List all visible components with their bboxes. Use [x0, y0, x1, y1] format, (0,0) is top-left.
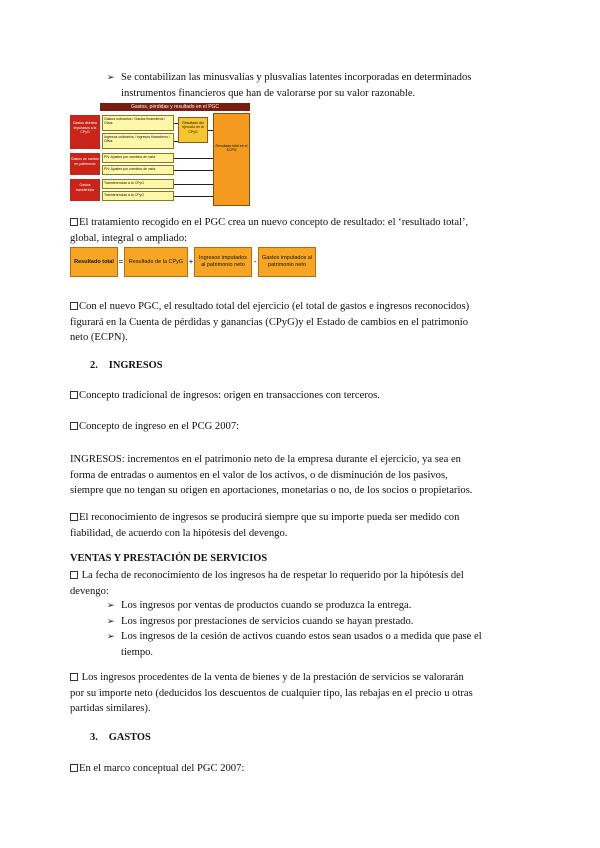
diagram-yellow-box: Gastos ordinarios / Gastos financieros / Otros [102, 115, 174, 131]
heading-number: 2. [90, 360, 98, 371]
arrow-bullet-icon: ➢ [107, 631, 115, 641]
p1-line1: El tratamiento recogido en el PGC crea un nuevo concepto de resultado: el ‘resultado total’, [79, 217, 469, 228]
p5-line2: forma de entradas o aumentos en el valor de los activos, o de disminución de los pasivos, [70, 469, 448, 481]
p2-line1: Con el nuevo PGC, el resultado total del ejercicio (el total de gastos e ingresos reconocidos) [79, 301, 470, 312]
paragraph-marco-conceptual [70, 761, 526, 777]
checkbox-bullet-icon [70, 302, 78, 310]
diagram-connector [174, 158, 213, 159]
sub-bullet-item [107, 629, 527, 645]
checkbox-bullet-icon [70, 391, 78, 399]
p4-text: Concepto de ingreso en el PCG 2007: [79, 421, 240, 432]
p6-line1: El reconocimiento de ingresos se producirá siempre que su importe pueda ser medido con [79, 512, 460, 523]
p8-line2: por su importe neto (deducidos los descuentos de cualquier tipo, las rebajas en el precio u otras [70, 687, 473, 699]
diagram-right-box: Resultado total en el ECPN [213, 113, 250, 206]
paragraph-concepto-tradicional [70, 388, 526, 404]
p3-text: Concepto tradicional de ingresos: origen en transacciones con terceros. [79, 390, 380, 401]
diagram-yellow-box: PN: Ajustes por cambios de valor [102, 165, 174, 175]
sub-bullet-item [107, 614, 527, 630]
arrow-bullet-icon: ➢ [107, 600, 115, 610]
paragraph-definicion-ingresos [70, 452, 526, 499]
heading-ventas: VENTAS Y PRESTACIÓN DE SERVICIOS [70, 553, 268, 564]
p2-line3: neto (ECPN). [70, 332, 128, 343]
paragraph-reconocimiento [70, 510, 526, 541]
intro-line2: instrumentos financieros que han de valorarse por su valor razonable. [121, 87, 416, 99]
diagram-title: Gastos, pérdidas y resultado en el PGC [100, 103, 250, 111]
diagram-left-box: Gastos de cambio en patrimonio [70, 153, 100, 175]
sub-bullet-text: Los ingresos de la cesión de activos cuando estos sean usados o a medida que pase el [121, 631, 482, 642]
checkbox-bullet-icon [70, 422, 78, 430]
p2-line2: figurará en la Cuenta de pérdidas y ganancias (CPyG)y el Estado de cambios en el patrimonio [70, 316, 469, 328]
p5-line3: siempre que no tengan su origen en aportaciones, monetarias o no, de los socios o propietarios. [70, 485, 473, 496]
formula-equals: = [118, 257, 124, 266]
checkbox-bullet-icon [70, 764, 78, 772]
formula-resultado-total: Resultado total [70, 247, 118, 277]
arrow-bullet-icon: ➢ [107, 72, 115, 82]
checkbox-bullet-icon [70, 673, 78, 681]
sub-bullet-item [107, 598, 527, 614]
heading-title: GASTOS [108, 732, 151, 743]
checkbox-bullet-icon [70, 218, 78, 226]
diagram-connector [208, 130, 213, 131]
paragraph-nuevo-pgc [70, 299, 526, 346]
p6-line2: fiabilidad, de acuerdo con la hipótesis del devengo. [70, 527, 288, 539]
heading-gastos [90, 732, 151, 743]
resultado-total-formula [70, 247, 316, 277]
diagram-middle-box: Resultado del ejercicio en la CPyG [178, 117, 208, 143]
p1-line2: global, integral o ampliado: [70, 232, 188, 244]
p7-line1: La fecha de reconocimiento de los ingresos ha de respetar lo requerido por la hipótesis del [81, 570, 464, 581]
p8-line3: partidas similares). [70, 703, 151, 714]
arrow-bullet-icon: ➢ [107, 615, 115, 626]
checkbox-bullet-icon [70, 571, 78, 579]
formula-resultado-cpyg: Resultado de la CPyG [124, 247, 188, 277]
heading-number: 3. [90, 732, 98, 743]
diagram-left-box: Gastos transferidos [70, 179, 100, 201]
formula-minus: - [253, 257, 257, 266]
formula-gastos-pn: Gastos imputados al patrimonio neto [258, 247, 316, 277]
paragraph-valoracion-ingresos [70, 670, 526, 717]
formula-ingresos-pn: Ingresos imputados al patrimonio neto [194, 247, 252, 277]
p7-line2: devengo: [70, 585, 109, 597]
formula-plus: + [188, 257, 194, 266]
diagram-connector [174, 141, 178, 142]
paragraph-resultado-total [70, 215, 526, 246]
diagram-connector [174, 184, 213, 185]
p9-text: En el marco conceptual del PGC 2007: [79, 763, 245, 774]
heading-title: INGRESOS [108, 360, 163, 371]
paragraph-concepto-pcg [70, 419, 526, 435]
checkbox-bullet-icon [70, 513, 78, 521]
sub-bullet-text: Los ingresos por ventas de productos cuando se produzca la entrega. [121, 600, 412, 611]
p5-line1: INGRESOS: incrementos en el patrimonio neto de la empresa durante el ejercicio, ya sea en [70, 454, 461, 465]
diagram-connector [174, 170, 213, 171]
p8-line1: Los ingresos procedentes de la venta de bienes y de la prestación de servicios se valorarán [81, 672, 464, 683]
intro-line1: Se contabilizan las minusvalías y plusvalías latentes incorporadas en determinados [121, 72, 472, 83]
heading-ingresos [90, 360, 163, 371]
diagram-left-box: Gastos directos imputados a la CPyG [70, 115, 100, 149]
intro-bullet [107, 70, 523, 101]
paragraph-fecha-reconocimiento [70, 568, 526, 599]
diagram-connector [174, 123, 178, 124]
diagram-yellow-box: PN: Ajustes por cambios de valor [102, 153, 174, 163]
sub-bullet-text: Los ingresos por prestaciones de servicios cuando se hayan prestado. [121, 615, 414, 627]
sub-bullet-list [107, 598, 527, 660]
diagram-yellow-box: Transferencias a la CPyG [102, 191, 174, 201]
gastos-ingresos-diagram [70, 103, 250, 206]
diagram-yellow-box: Ingresos ordinarios / Ingresos financieros / Otros [102, 133, 174, 149]
sub-bullet-continuation: tiempo. [121, 646, 154, 658]
diagram-yellow-box: Transferencias a la CPyG [102, 179, 174, 189]
diagram-connector [174, 196, 213, 197]
